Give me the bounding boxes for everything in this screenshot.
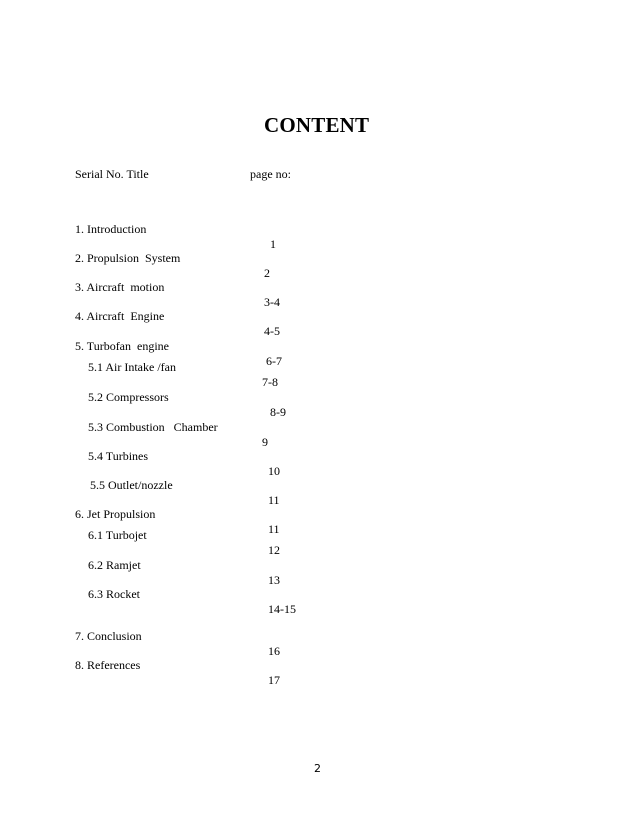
toc-entry-title: 5. Turbofan engine (75, 339, 169, 353)
toc-entry-propulsion-system (0, 236, 638, 280)
toc-entry-page: 6-7 (266, 354, 282, 368)
toc-entry-turbines (0, 434, 638, 478)
toc-entry-title: 5.1 Air Intake /fan (88, 360, 176, 374)
toc-entry-title: 6.3 Rocket (88, 587, 140, 601)
toc-entry-page: 11 (268, 522, 280, 536)
toc-entry-title: 5.4 Turbines (88, 449, 149, 463)
toc-entry-page: 16 (268, 644, 280, 658)
page-no-header: page no: (250, 167, 291, 181)
toc-entry-title: 5.2 Compressors (88, 390, 169, 404)
toc-entry-page: 12 (268, 543, 280, 557)
toc-entry-title: 3. Aircraft motion (75, 280, 165, 294)
toc-entry-air-intake-fan (0, 345, 638, 389)
toc-entry-title: 5.5 Outlet/nozzle (90, 478, 173, 492)
toc-entry-page: 3-4 (264, 295, 280, 309)
toc-entry-page: 8-9 (270, 405, 286, 419)
page-number: 2 (314, 762, 321, 775)
toc-entry-page: 14-15 (268, 602, 296, 616)
toc-entry-combustion-chamber (0, 405, 638, 449)
toc-entry-page: 13 (268, 573, 280, 587)
toc-entry-turbojet (0, 513, 638, 557)
toc-entry-title: 2. Propulsion System (75, 251, 181, 265)
toc-entry-page: 11 (268, 493, 280, 507)
toc-entry-introduction (0, 207, 638, 251)
toc-entry-title: 6.2 Ramjet (88, 558, 141, 572)
toc-entry-references (0, 643, 638, 687)
toc-entry-page: 17 (268, 673, 280, 687)
toc-entry-rocket (0, 572, 638, 616)
toc-entry-page: 9 (262, 435, 268, 449)
toc-entry-ramjet (0, 543, 638, 587)
serial-title-header: Serial No. Title (75, 167, 149, 181)
toc-entry-aircraft-engine (0, 294, 638, 338)
toc-entry-aircraft-motion (0, 265, 638, 309)
toc-entry-title: 1. Introduction (75, 222, 147, 236)
toc-entry-page: 2 (264, 266, 270, 280)
toc-entry-title: 7. Conclusion (75, 629, 142, 643)
toc-entry-page: 7-8 (262, 375, 278, 389)
toc-entry-title: 8. References (75, 658, 141, 672)
toc-entry-page: 4-5 (264, 324, 280, 338)
toc-entry-title: 6. Jet Propulsion (75, 507, 156, 521)
toc-entry-title: 4. Aircraft Engine (75, 309, 165, 323)
toc-entry-title: 6.1 Turbojet (88, 528, 147, 542)
toc-entry-conclusion (0, 614, 638, 658)
toc-entry-page: 1 (270, 237, 276, 251)
page-title: CONTENT (264, 113, 370, 137)
toc-entry-compressors (0, 375, 638, 419)
toc-column-headers (0, 167, 638, 183)
toc-entry-title: 5.3 Combustion Chamber (88, 420, 218, 434)
toc-entry-page: 10 (268, 464, 280, 478)
toc-entry-outlet-nozzle (0, 463, 638, 507)
